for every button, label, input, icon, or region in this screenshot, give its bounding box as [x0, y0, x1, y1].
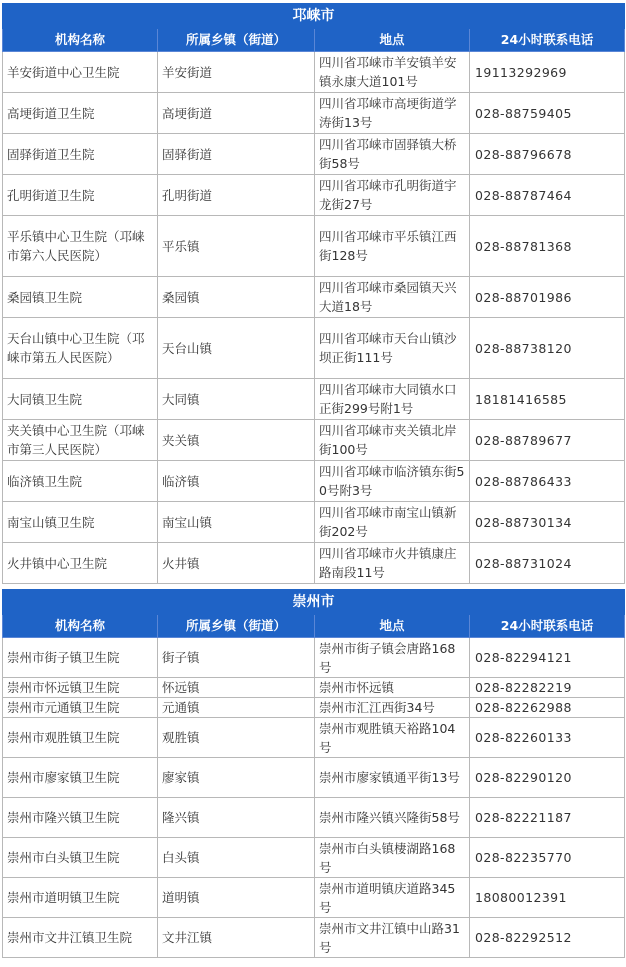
institution-cell: 羊安街道中心卫生院 [3, 52, 158, 93]
table-row [3, 918, 625, 958]
address-cell: 崇州市观胜镇天裕路104号 [315, 718, 470, 758]
phone-cell: 028-82221187 [470, 798, 625, 838]
township-cell: 隆兴镇 [158, 798, 315, 838]
header-phone: 24小时联系电话 [470, 615, 625, 638]
table-row [3, 698, 625, 718]
table-row [3, 678, 625, 698]
phone-cell: 028-82294121 [470, 638, 625, 678]
phone-cell: 028-88787464 [470, 175, 625, 216]
phone-cell: 028-82235770 [470, 838, 625, 878]
table-row [3, 838, 625, 878]
township-cell: 高埂街道 [158, 93, 315, 134]
table-row [3, 718, 625, 758]
address-cell: 崇州市街子镇会唐路168号 [315, 638, 470, 678]
table-row [3, 638, 625, 678]
township-cell: 孔明街道 [158, 175, 315, 216]
institution-cell: 平乐镇中心卫生院（邛崃市第六人民医院） [3, 216, 158, 277]
township-cell: 临济镇 [158, 461, 315, 502]
header-address: 地点 [315, 29, 470, 52]
header-township: 所属乡镇（街道） [158, 29, 315, 52]
address-cell: 四川省邛崃市羊安镇羊安镇永康大道101号 [315, 52, 470, 93]
address-cell: 四川省邛崃市夹关镇北岸街100号 [315, 420, 470, 461]
table-row [3, 798, 625, 838]
phone-cell: 028-82282219 [470, 678, 625, 698]
institution-cell: 崇州市文井江镇卫生院 [3, 918, 158, 958]
township-cell: 桑园镇 [158, 277, 315, 318]
address-cell: 四川省邛崃市南宝山镇新街202号 [315, 502, 470, 543]
address-cell: 四川省邛崃市桑园镇天兴大道18号 [315, 277, 470, 318]
address-cell: 崇州市怀远镇 [315, 678, 470, 698]
address-cell: 四川省邛崃市大同镇水口正街299号附1号 [315, 379, 470, 420]
address-cell: 崇州市文井江镇中山路31号 [315, 918, 470, 958]
table-row [3, 277, 625, 318]
table-row [3, 502, 625, 543]
institution-cell: 崇州市白头镇卫生院 [3, 838, 158, 878]
address-cell: 崇州市廖家镇通平街13号 [315, 758, 470, 798]
institution-cell: 高埂街道卫生院 [3, 93, 158, 134]
address-cell: 崇州市汇江西街34号 [315, 698, 470, 718]
township-cell: 固驿街道 [158, 134, 315, 175]
header-phone: 24小时联系电话 [470, 29, 625, 52]
institution-cell: 崇州市怀远镇卫生院 [3, 678, 158, 698]
phone-cell: 18080012391 [470, 878, 625, 918]
table-title: 崇州市 [3, 590, 625, 615]
institution-cell: 崇州市道明镇卫生院 [3, 878, 158, 918]
phone-cell: 028-88781368 [470, 216, 625, 277]
phone-cell: 028-88786433 [470, 461, 625, 502]
institution-cell: 崇州市街子镇卫生院 [3, 638, 158, 678]
institution-cell: 南宝山镇卫生院 [3, 502, 158, 543]
phone-cell: 028-88701986 [470, 277, 625, 318]
phone-cell: 028-88759405 [470, 93, 625, 134]
table-row [3, 93, 625, 134]
address-cell: 崇州市白头镇棲湖路168号 [315, 838, 470, 878]
phone-cell: 028-82292512 [470, 918, 625, 958]
institution-cell: 孔明街道卫生院 [3, 175, 158, 216]
township-cell: 天台山镇 [158, 318, 315, 379]
address-cell: 崇州市隆兴镇兴隆街58号 [315, 798, 470, 838]
institution-cell: 桑园镇卫生院 [3, 277, 158, 318]
institution-cell: 天台山镇中心卫生院（邛崃市第五人民医院） [3, 318, 158, 379]
phone-cell: 028-88789677 [470, 420, 625, 461]
table-row [3, 379, 625, 420]
phone-cell: 19113292969 [470, 52, 625, 93]
institution-cell: 崇州市观胜镇卫生院 [3, 718, 158, 758]
header-institution: 机构名称 [3, 615, 158, 638]
institution-cell: 崇州市隆兴镇卫生院 [3, 798, 158, 838]
address-cell: 四川省邛崃市天台山镇沙坝正街111号 [315, 318, 470, 379]
institution-cell: 固驿街道卫生院 [3, 134, 158, 175]
institution-cell: 大同镇卫生院 [3, 379, 158, 420]
address-cell: 四川省邛崃市孔明街道宇龙街27号 [315, 175, 470, 216]
township-cell: 廖家镇 [158, 758, 315, 798]
header-institution: 机构名称 [3, 29, 158, 52]
table-row [3, 52, 625, 93]
phone-cell: 028-82262988 [470, 698, 625, 718]
table-title: 邛崃市 [3, 4, 625, 29]
phone-cell: 028-88730134 [470, 502, 625, 543]
township-cell: 怀远镇 [158, 678, 315, 698]
header-township: 所属乡镇（街道） [158, 615, 315, 638]
header-address: 地点 [315, 615, 470, 638]
phone-cell: 028-88796678 [470, 134, 625, 175]
phone-cell: 028-88738120 [470, 318, 625, 379]
phone-cell: 18181416585 [470, 379, 625, 420]
township-cell: 火井镇 [158, 543, 315, 584]
table-row [3, 318, 625, 379]
township-cell: 白头镇 [158, 838, 315, 878]
institution-cell: 火井镇中心卫生院 [3, 543, 158, 584]
address-cell: 四川省邛崃市平乐镇江西街128号 [315, 216, 470, 277]
township-cell: 街子镇 [158, 638, 315, 678]
table-row [3, 461, 625, 502]
institution-cell: 夹关镇中心卫生院（邛崃市第三人民医院） [3, 420, 158, 461]
township-cell: 平乐镇 [158, 216, 315, 277]
chongzhou-table [2, 589, 625, 958]
phone-cell: 028-82260133 [470, 718, 625, 758]
phone-cell: 028-88731024 [470, 543, 625, 584]
table-row [3, 420, 625, 461]
address-cell: 四川省邛崃市高埂街道学涛街13号 [315, 93, 470, 134]
address-cell: 四川省邛崃市火井镇康庄路南段11号 [315, 543, 470, 584]
phone-cell: 028-82290120 [470, 758, 625, 798]
township-cell: 夹关镇 [158, 420, 315, 461]
qionglai-table [2, 3, 625, 584]
table-row [3, 175, 625, 216]
table-row [3, 758, 625, 798]
township-cell: 观胜镇 [158, 718, 315, 758]
table-row [3, 878, 625, 918]
township-cell: 羊安街道 [158, 52, 315, 93]
institution-cell: 崇州市廖家镇卫生院 [3, 758, 158, 798]
township-cell: 南宝山镇 [158, 502, 315, 543]
table-row [3, 543, 625, 584]
township-cell: 文井江镇 [158, 918, 315, 958]
institution-cell: 临济镇卫生院 [3, 461, 158, 502]
table-row [3, 216, 625, 277]
township-cell: 元通镇 [158, 698, 315, 718]
institution-cell: 崇州市元通镇卫生院 [3, 698, 158, 718]
table-row [3, 134, 625, 175]
address-cell: 四川省邛崃市临济镇东街50号附3号 [315, 461, 470, 502]
address-cell: 崇州市道明镇庆道路345号 [315, 878, 470, 918]
township-cell: 大同镇 [158, 379, 315, 420]
address-cell: 四川省邛崃市固驿镇大桥街58号 [315, 134, 470, 175]
township-cell: 道明镇 [158, 878, 315, 918]
